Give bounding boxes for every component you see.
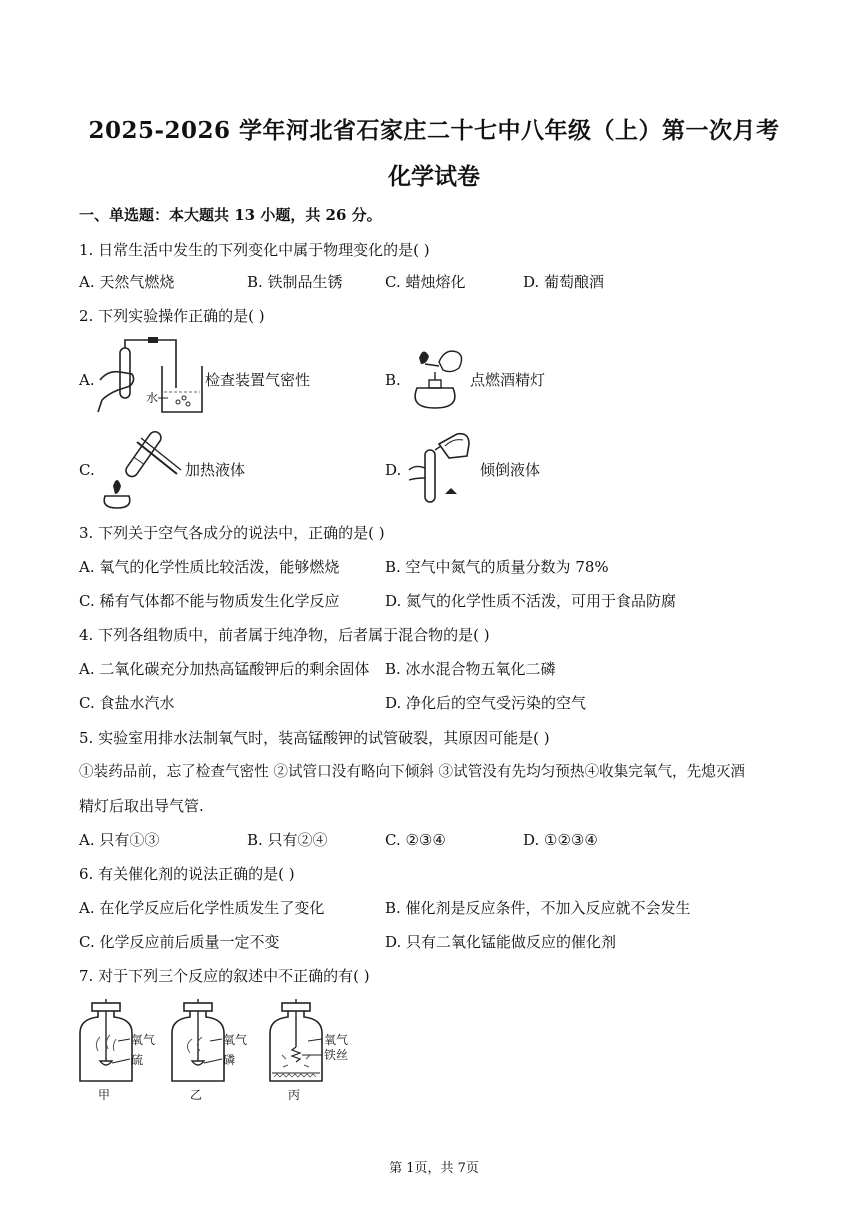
water-label: 水	[146, 391, 159, 405]
fig-jia-gas-label: 氧气	[131, 1033, 156, 1047]
page-footer: 第 1页，共 7页	[389, 1161, 479, 1176]
question-3-option-a: A. 氧气的化学性质比较活泼，能够燃烧	[79, 558, 340, 576]
question-2-option-b-letter: B.	[385, 371, 401, 389]
question-5-stem: 5. 实验室用排水法制氧气时，装高锰酸钾的试管破裂，其原因可能是( )	[79, 729, 550, 747]
question-4-stem: 4. 下列各组物质中，前者属于纯净物，后者属于混合物的是( )	[79, 626, 490, 644]
question-6-option-a: A. 在化学反应后化学性质发生了变化	[79, 899, 325, 917]
question-2-option-d-caption: 倾倒液体	[480, 461, 541, 479]
question-6-option-d: D. 只有二氧化锰能做反应的催化剂	[385, 933, 617, 951]
question-2-option-c-caption: 加热液体	[185, 461, 246, 479]
question-1-option-b: B. 铁制品生锈	[247, 273, 343, 291]
airtightness-check-figure	[98, 340, 208, 416]
iron-wire-combustion-jar-figure	[268, 1003, 368, 1103]
sulfur-combustion-jar-figure	[78, 1003, 168, 1103]
question-3-option-d: D. 氮气的化学性质不活泼，可用于食品防腐	[385, 592, 677, 610]
question-4-option-d: D. 净化后的空气受污染的空气	[385, 694, 587, 712]
question-6-stem: 6. 有关催化剂的说法正确的是( )	[79, 865, 295, 883]
question-3-option-c: C. 稀有气体都不能与物质发生化学反应	[79, 592, 340, 610]
question-2-stem: 2. 下列实验操作正确的是( )	[79, 307, 265, 325]
question-3-stem: 3. 下列关于空气各成分的说法中，正确的是( )	[79, 524, 385, 542]
question-4-option-b: B. 冰水混合物五氧化二磷	[385, 660, 556, 678]
paper-subtitle: 化学试卷	[388, 163, 480, 190]
fig-jia-substance-label: 硫	[131, 1053, 144, 1067]
fig-bing-substance-label: 铁丝	[324, 1048, 349, 1062]
question-2-option-d-letter: D.	[385, 461, 402, 479]
question-1-option-d: D. 葡萄酿酒	[523, 273, 605, 291]
question-4-option-a: A. 二氧化碳充分加热高锰酸钾后的剩余固体	[79, 660, 370, 678]
question-5-option-d: D. ①②③④	[523, 831, 598, 849]
question-5-option-c: C. ②③④	[385, 831, 446, 849]
question-6-option-c: C. 化学反应前后质量一定不变	[79, 933, 280, 951]
question-1-option-c: C. 蜡烛熔化	[385, 273, 466, 291]
fig-yi-substance-label: 磷	[223, 1053, 236, 1067]
paper-title: 2025-2026 学年河北省石家庄二十七中八年级（上）第一次月考	[88, 117, 780, 144]
question-1-stem: 1. 日常生活中发生的下列变化中属于物理变化的是( )	[79, 241, 430, 259]
phosphorus-combustion-jar-figure	[170, 1003, 260, 1103]
question-4-option-c: C. 食盐水汽水	[79, 694, 175, 712]
heating-liquid-figure	[97, 428, 187, 510]
question-2-option-b-caption: 点燃酒精灯	[470, 371, 546, 389]
question-7-stem: 7. 对于下列三个反应的叙述中不正确的有( )	[79, 967, 370, 985]
question-2-option-a-letter: A.	[79, 371, 95, 389]
fig-bing-name: 丙	[288, 1088, 301, 1102]
fig-yi-name: 乙	[190, 1088, 203, 1102]
pouring-liquid-figure	[405, 430, 477, 506]
question-3-option-b: B. 空气中氮气的质量分数为 78%	[385, 558, 609, 576]
question-1-option-a: A. 天然气燃烧	[79, 273, 175, 291]
fig-jia-name: 甲	[98, 1088, 111, 1102]
question-5-option-b: B. 只有②④	[247, 831, 328, 849]
question-2-option-c-letter: C.	[79, 461, 95, 479]
lighting-alcohol-lamp-figure	[405, 342, 467, 412]
question-5-detail-line2: 精灯后取出导气管.	[79, 797, 204, 815]
fig-bing-gas-label: 氧气	[324, 1033, 349, 1047]
question-5-option-a: A. 只有①③	[79, 831, 160, 849]
section-heading: 一、单选题：本大题共 13 小题，共 26 分。	[79, 206, 382, 224]
fig-yi-gas-label: 氧气	[223, 1033, 248, 1047]
question-2-option-a-caption: 检查装置气密性	[205, 371, 311, 389]
question-5-detail-line1: ①装药品前，忘了检查气密性 ②试管口没有略向下倾斜 ③试管没有先均匀预热④收集完氧气，先熄灭酒	[79, 763, 746, 780]
question-6-option-b: B. 催化剂是反应条件，不加入反应就不会发生	[385, 899, 691, 917]
